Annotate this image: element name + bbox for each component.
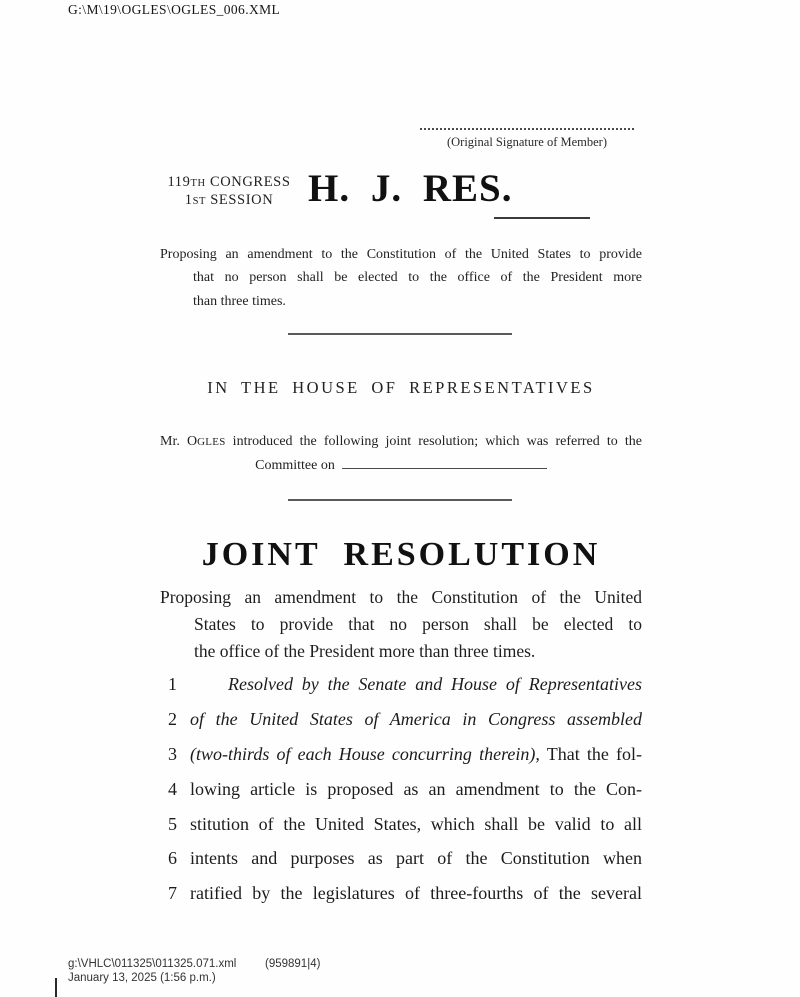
congress-word: CONGRESS	[205, 174, 291, 190]
summary-line: that no person shall be elected to the office of the President more	[193, 270, 642, 286]
introduction-text: introduced the following joint resolution; which was referred to the	[225, 434, 642, 449]
body-line	[160, 814, 642, 849]
preamble-line: Proposing an amendment to the Constitution of the United	[160, 587, 642, 607]
session-word: SESSION	[206, 192, 274, 208]
line-text-roman: lowing article is proposed as an amendment to the Con-	[190, 778, 642, 799]
body-line	[160, 674, 642, 709]
body-line	[160, 883, 642, 918]
line-number: 5	[168, 813, 177, 834]
line-text-roman: ratified by the legislatures of three-fourths of the several	[190, 883, 642, 904]
page-edge-mark	[55, 978, 57, 997]
session-ordinal: ST	[192, 196, 207, 207]
introduction-paragraph	[160, 430, 642, 477]
footer-doc-id: (959891|4)	[265, 958, 321, 970]
session-line	[162, 192, 296, 210]
line-text-italic: of the United States of America in Congress assembled	[190, 708, 642, 729]
congress-session-block	[162, 174, 296, 210]
line-text	[190, 779, 642, 800]
footer-file-path: g:\VHLC\011325\011325.071.xml	[68, 958, 237, 970]
line-number: 6	[168, 848, 177, 869]
line-text	[190, 709, 642, 730]
section-divider	[288, 499, 512, 501]
line-text-italic: Resolved by the Senate and House of Representatives	[228, 674, 642, 694]
introduction-line	[160, 430, 642, 454]
body-line	[160, 779, 642, 814]
committee-referral-line	[160, 454, 642, 477]
body-line	[160, 709, 642, 744]
line-text-italic: (two-thirds of each House concurring therein),	[190, 743, 540, 764]
resolution-body	[160, 674, 642, 918]
footer-file-row	[68, 957, 468, 971]
resolution-title: JOINT RESOLUTION	[201, 536, 601, 573]
committee-blank-line	[342, 456, 547, 469]
preamble-line: the office of the President more than three times.	[194, 641, 536, 661]
body-line	[160, 744, 642, 779]
line-text-roman: stitution of the United States, which shall be valid to all	[190, 813, 642, 834]
session-number: 1	[184, 192, 193, 208]
committee-label: Committee on	[255, 458, 335, 473]
line-text-roman: That the fol-	[539, 743, 642, 764]
line-text	[190, 883, 642, 904]
official-title-summary	[160, 243, 642, 313]
line-text-roman: intents and purposes as part of the Constitution when	[190, 848, 642, 869]
chamber-heading: IN THE HOUSE OF REPRESENTATIVES	[207, 378, 595, 397]
line-number: 2	[168, 708, 177, 729]
signature-dotted-line	[420, 121, 634, 130]
signature-block	[420, 121, 634, 150]
line-text	[190, 744, 642, 765]
sponsor-name-smallcaps: GLES	[197, 436, 226, 448]
signature-caption: (Original Signature of Member)	[446, 135, 608, 149]
congress-line	[162, 174, 296, 192]
bill-number-blank-line	[494, 217, 590, 219]
preamble-paragraph	[160, 584, 642, 665]
line-number: 3	[168, 743, 177, 764]
preamble-line: States to provide that no person shall be elected to	[194, 614, 642, 634]
introduction-text: Mr.	[160, 434, 187, 449]
document-footer	[68, 957, 468, 985]
summary-line: than three times.	[193, 293, 286, 309]
line-number: 7	[168, 883, 177, 904]
bill-type-heading: H. J. RES.	[308, 167, 513, 210]
summary-line: Proposing an amendment to the Constitution of the United States to provide	[160, 247, 642, 262]
body-line	[160, 848, 642, 883]
line-number: 1	[168, 674, 177, 694]
congress-number: 119	[167, 174, 191, 190]
line-text	[190, 674, 642, 695]
sponsor-name-initial: O	[186, 434, 198, 449]
line-text	[190, 848, 642, 869]
document-source-path: G:\M\19\OGLES\OGLES_006.XML	[68, 2, 281, 17]
line-number: 4	[168, 778, 177, 799]
section-divider	[288, 333, 512, 335]
congress-ordinal: TH	[190, 178, 206, 189]
line-text	[190, 814, 642, 835]
footer-date: January 13, 2025 (1:56 p.m.)	[68, 972, 216, 984]
